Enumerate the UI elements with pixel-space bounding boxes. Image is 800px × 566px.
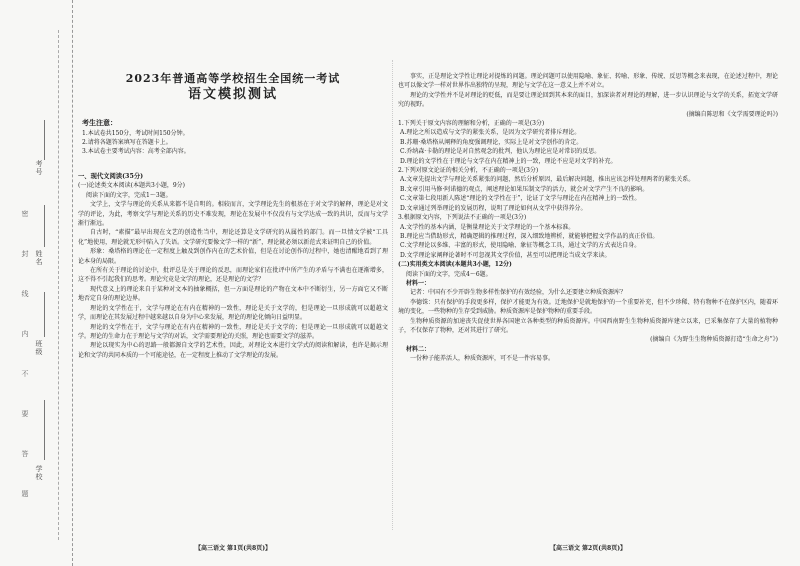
- note-item: 2.请将各题答案填写在答题卡上。: [82, 139, 172, 146]
- right-page: [398, 0, 778, 566]
- question-option: B.苏珊·桑塔格从阐释的角度强调理论，实际上是对文学创作的肯定。: [400, 138, 583, 146]
- question-option: B.理论应当借助形式，精确逻辑的推理过程，深入细致地辨析，就能够把握文学作品的真正价值。: [400, 232, 659, 240]
- notes-heading: 考生注意：: [82, 118, 117, 127]
- name-line: [44, 205, 45, 247]
- seal-char: 封: [21, 250, 29, 257]
- question-option: A.理论之所以造成与文学的紧张关系，是因为文学研究者排斥理论。: [400, 129, 581, 137]
- passage-paragraph: 形象：桑塔格的理论在一定程度上触及到创作内在的艺术价值，但是在讨论创作的过程中，她也清醒地看到了理论本身的局限。: [78, 248, 388, 265]
- margin-label-exam-number: 考号: [35, 160, 43, 176]
- passage-paragraph: 在所有关于理论的讨论中，批评总是关于理论的反思，而理论家们在批评中所产生的矛盾与不满也在逐渐增多，这不得不引起我们的思考。理论究竟是文学的理论，还是理论的文学？: [78, 267, 388, 284]
- question-stem: 2.下列对原文论证的相关分析，不正确的一项是(3分): [398, 167, 539, 175]
- left-page: [78, 0, 388, 566]
- passage-paragraph: 事实，正是理论文学性让理论对提炼的问题。理论问题可以使用隐喻、象征、转喻、形象、传统、反思等概念来表现，在论述过程中，理论也可以像文学一样对世界作出独特的呈现，理论与文学在这一意义上并不对立。: [398, 73, 778, 90]
- page-footer-left: 【高三语文 第1页(共8页)】: [194, 545, 272, 552]
- question-option: A.文学性的基本内涵，是衡量理论关于文学理论的一个基本标准。: [400, 223, 575, 231]
- passage-paragraph: 文学上，文学与理论的关系从来都不是自明的。相较而言，文学理论先生的根基在于对文学的解释，理论是对文学的评论，为此，考察文学与理论关系的历史不难发现，理论在发展中不仅没有与文学达成一致的共识，反而与文学渐行渐远。: [78, 201, 388, 228]
- exam-number-line: [44, 120, 45, 160]
- question-option: C.文学理论以多维、丰富的形式，使用隐喻、象征等概念工具，通过文学的方式表达自身。: [400, 242, 641, 250]
- note-item: 1.本试卷共150分，考试时间150分钟。: [82, 130, 189, 137]
- note-item: 3.本试卷主要考试内容：高考全部内容。: [82, 148, 190, 155]
- seal-char: 要: [21, 410, 29, 417]
- material-paragraph: 李德铢：只有保护的手段更多样，保护才能更为有效。迁地保护是就地保护的一个重要补充，但不少珍稀、特有物种不在保护区内，随着环境的变化，一些物种的生存受到威胁。种质资源库是保护物种的重要手段。: [398, 298, 778, 316]
- passage-paragraph: 理论以现实为中心的思路一般都源自文学的艺术性，因此，对理论文本进行文学式的阅读和解读，也许是揭示理论和文学的共同本质的一个可能途径，在一定程度上推动了文学理论的发展。: [78, 342, 388, 359]
- question-stem: 3.根据原文内容，下列说法不正确的一项是(3分): [398, 214, 527, 222]
- seal-char: 密: [21, 210, 29, 217]
- section2-instruction: 阅读下面的文字，完成4～6题。: [406, 270, 492, 278]
- binding-margin: [0, 0, 73, 566]
- passage-paragraph: 理论的文学性在于，文学与理论在有内在精神的一致性，理论是关于文学的，但是理论一旦形成就可以超越文学，而理论在其发展过程中越来越以自身为中心来发展，理论的理论化倾向日益明显。: [78, 304, 388, 322]
- seal-char: 内: [21, 330, 29, 337]
- seal-dashed-line: [58, 30, 59, 540]
- material2-heading: 材料二：: [406, 345, 431, 353]
- question-option: B.文章引用马修·阿诺德的观点，阐述理论如果压制文学的活力，就会对文学产生不良的影响。: [400, 185, 649, 193]
- material-paragraph: 生物种质资源的加速丧失促使世界各国建立各种类型的种质资源库。中国西南野生生物种质资源库建立以来，已采集保存了大量的植物种子，不仅保存了物种，还对其进行了研究。: [398, 317, 778, 334]
- question-option: D.文学理论家阐释论著时不可忽视其文学价值，甚至可以把理论当成文学来读。: [400, 251, 611, 259]
- school-line: [44, 400, 45, 460]
- section2-heading: (二)实用类文本阅读(本题共3小题，12分): [398, 261, 512, 269]
- reading-instruction: 阅读下面的文字，完成1～3题。: [86, 191, 172, 199]
- question-option: D.理论的文学性在于理论与文学在内在精神上的一致，理论不应是对文学的补充。: [400, 157, 617, 165]
- class-line: [44, 292, 45, 337]
- seal-char: 答: [21, 450, 29, 457]
- margin-label-class: 班级: [35, 340, 43, 356]
- material1-heading: 材料一：: [406, 279, 431, 287]
- margin-label-school: 学校: [35, 465, 43, 481]
- material1-source: (摘编自《为野生生物种质资源打造“生命之舟”》): [650, 336, 778, 344]
- question-option: C.文章第七段用新人陈述“理论的文学性在于”，论证了文学与理论在内在精神上的一致性。: [400, 195, 641, 203]
- passage-source: (摘编自陈思和《文学需要理论吗》): [686, 110, 778, 118]
- material-paragraph: 记者：中国有不少开辟生物多样性保护的有效经验，为什么还要建立种质资源库？: [410, 289, 627, 297]
- material-paragraph: 一份种子能养活人，种质资源库，可不是一件容易事。: [410, 355, 555, 363]
- candidate-notes: [82, 118, 382, 156]
- reading-section: [78, 172, 388, 360]
- exam-subtitle: 语文模拟测试: [187, 87, 278, 102]
- margin-label-name: 姓名: [35, 250, 43, 266]
- subsection-heading: (一)论述类文本阅读(本题共3小题，9分): [78, 182, 185, 190]
- seal-char: 题: [21, 490, 29, 497]
- question-option: A.文章先提出文学与理论关系紧张的问题，然后分析原因，最后解决问题，推出应该怎样处理两者的紧张关系。: [400, 176, 695, 184]
- section-heading: 一、现代文阅读(35分): [78, 173, 144, 180]
- passage-paragraph: 自古时，“素描”最早出现在文艺的创造性当中，理论还算是文学研究的从属性的部门。而一旦情文学被“工具化”地使用，理论就无形中陷入了失语。文学研究要像文学一样的“新”，理论就必须以新范式来证明自己的价值。: [78, 229, 388, 246]
- question-stem: 1.下列关于原文内容的理解和分析，正确的一项是(3分): [398, 120, 545, 128]
- seal-char: 线: [21, 290, 29, 297]
- passage-paragraph: 现代意义上的理论来自于某种对文本的抽象概括，但一方面是理论的产物在文本中不断衍生，另一方面它又不断地否定自身的理论边界。: [78, 285, 388, 303]
- page-footer-right: 【高三语文 第2页(共8页)】: [549, 545, 627, 552]
- question-option: D.文章通过列举理论的发展历程，说明了理论如何从文学中获得养分。: [400, 204, 587, 212]
- passage-paragraph: 理论的文学性并不是对理论的贬低，而是要让理论回到其本来的面目，加深读者对理论的理解，进一步认识理论与文学的关系，拓宽文学研究的视野。: [398, 91, 778, 109]
- passage-continued: [398, 72, 778, 364]
- question-option: C.乔纳森·卡勒的理论是对自然观念的批判，他认为理论应是对常识的反思。: [400, 148, 601, 156]
- page-divider: [392, 60, 393, 530]
- exam-title: 2023年普通高等学校招生全国统一考试: [125, 72, 341, 85]
- passage-paragraph: 理论的文学性在于，文学与理论在有内在精神的一致性，理论是关于文学的；但是理论一旦形成就可以超越文学。理论的生命力在于理论与文学的对话，文学需要理论的关照，理论也需要文学的滋养。: [78, 323, 388, 340]
- seal-char: 不: [21, 370, 29, 377]
